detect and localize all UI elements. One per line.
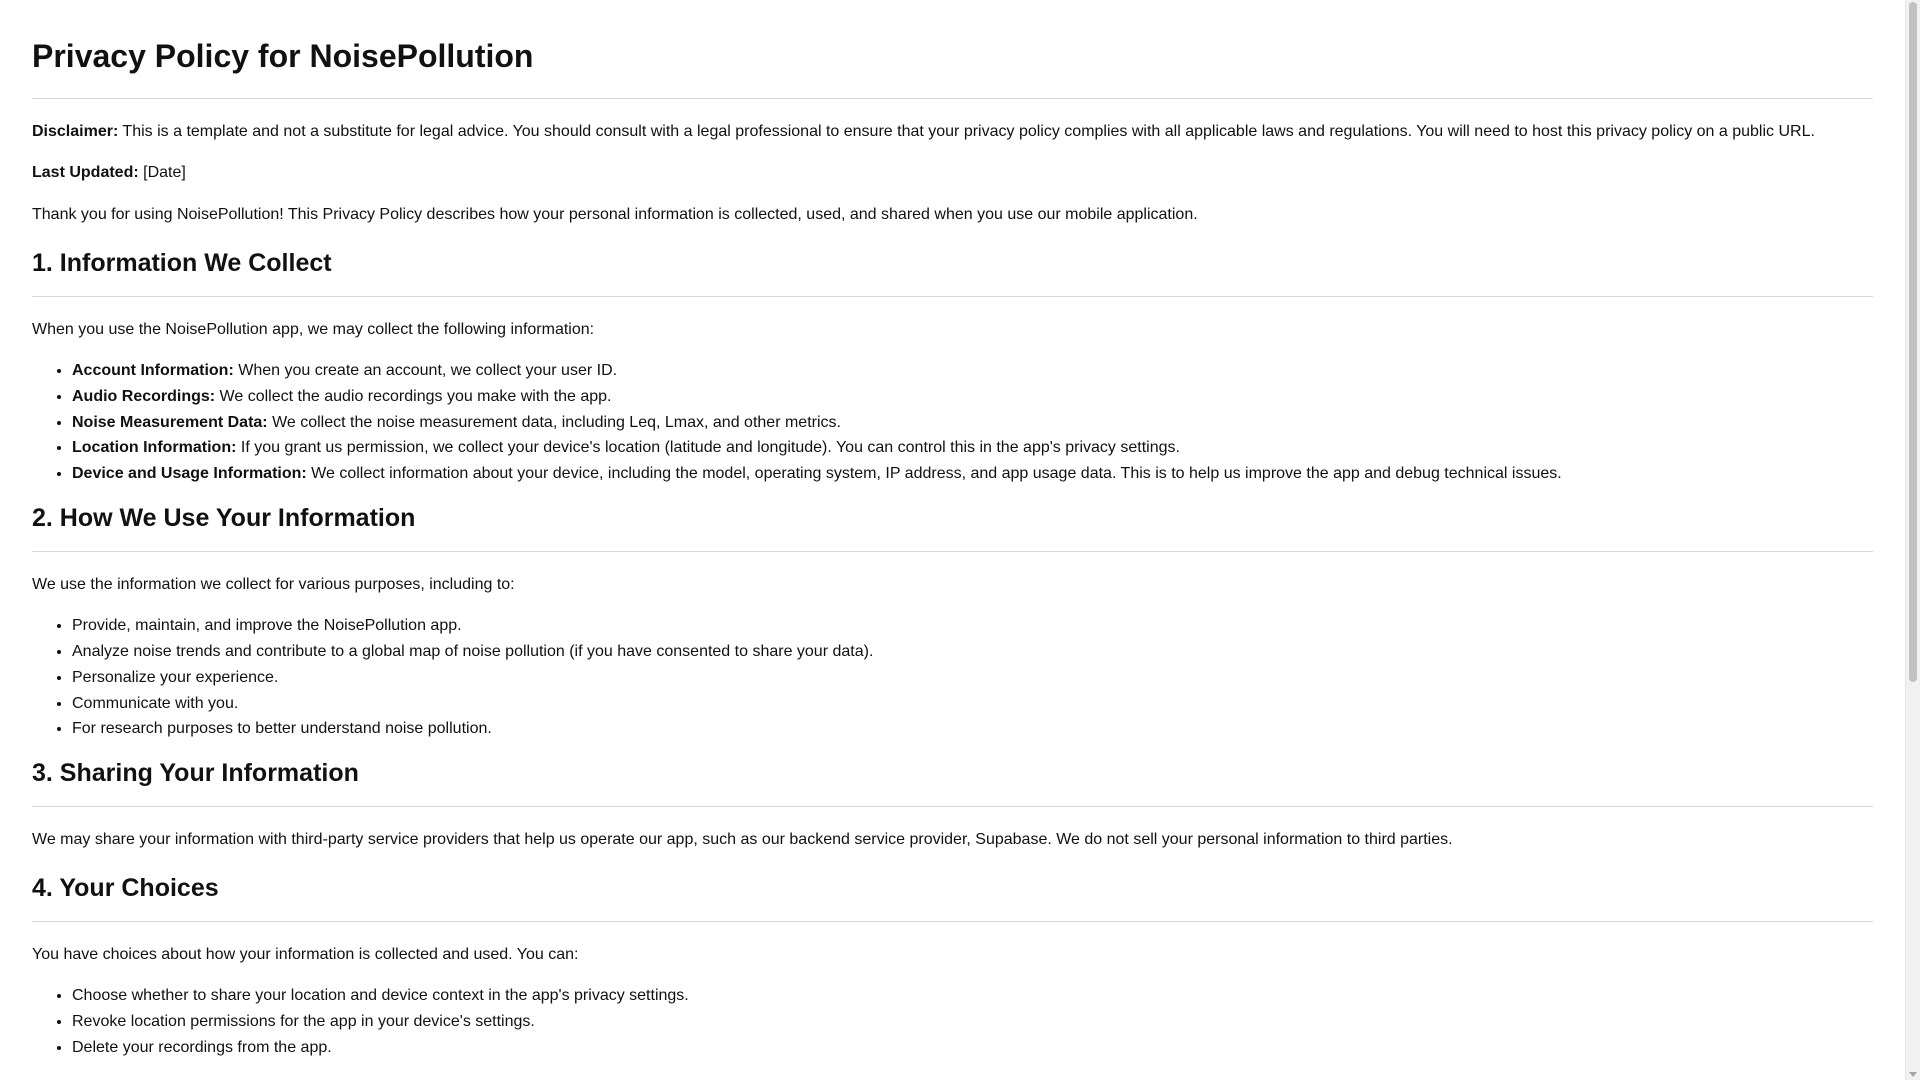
section-heading-information-we-collect: 1. Information We Collect — [32, 249, 1873, 297]
disclaimer-paragraph — [32, 122, 1873, 142]
disclaimer-text: This is a template and not a substitute for legal advice. You should consult with a legal professional to ensure that your privacy policy complies with all applicable laws and regulations. You will need to host this privacy policy on a public URL. — [118, 123, 1815, 140]
intro-paragraph: Thank you for using NoisePollution! This Privacy Policy describes how your personal information is collected, used, and shared when you use our mobile application. — [32, 206, 1198, 223]
section-intro-your-choices: You have choices about how your information is collected and used. You can: — [32, 946, 579, 964]
scroll-down-arrow-icon[interactable] — [1909, 1072, 1917, 1077]
section-heading-sharing: 3. Sharing Your Information — [32, 759, 1873, 807]
section-intro-how-we-use: We use the information we collect for various purposes, including to: — [32, 576, 515, 594]
list-item-text: When you create an account, we collect your user ID. — [233, 362, 618, 379]
list-item: • Communicate with you. — [72, 694, 1873, 714]
list-item-text: We collect information about your device, including the model, operating system, IP address, and app usage data. This is to help us improve the app and debug technical issues. — [306, 465, 1562, 483]
information-collected-list — [32, 361, 1873, 484]
list-item — [72, 464, 1873, 484]
last-updated-paragraph — [32, 163, 1873, 183]
disclaimer-label: Disclaimer: — [32, 123, 119, 140]
scrollbar-thumb[interactable] — [1909, 2, 1917, 682]
list-item-label: Location Information: — [72, 439, 237, 457]
choices-list — [32, 986, 1873, 1058]
list-item: • Analyze noise trends and contribute to a global map of noise pollution (if you have consented to share your data). — [72, 642, 1873, 662]
usage-purposes-list — [32, 616, 1873, 739]
list-item-label: Noise Measurement Data: — [72, 413, 268, 431]
list-item: • Provide, maintain, and improve the NoisePollution app. — [72, 616, 1873, 636]
list-item — [72, 387, 1873, 407]
list-item — [72, 361, 1873, 381]
section-intro-sharing: We may share your information with third-party service providers that help us operate our app, such as our backend service provider, Supabase. We do not sell your personal information to third parties. — [32, 831, 1453, 849]
list-item: • Choose whether to share your location and device context in the app's privacy settings. — [72, 986, 1873, 1006]
list-item — [72, 413, 1873, 433]
list-item-label: Device and Usage Information: — [72, 465, 307, 483]
last-updated-label: Last Updated: — [32, 164, 139, 181]
list-item-text: We collect the audio recordings you make with the app. — [215, 387, 612, 405]
list-item — [72, 438, 1873, 458]
list-item: • Delete your recordings from the app. — [72, 1038, 1873, 1058]
page-title: Privacy Policy for NoisePollution — [32, 0, 1873, 99]
last-updated-value: [Date] — [138, 164, 186, 181]
list-item: • Personalize your experience. — [72, 668, 1873, 688]
list-item-text: We collect the noise measurement data, including Leq, Lmax, and other metrics. — [267, 413, 841, 431]
list-item: • For research purposes to better understand noise pollution. — [72, 719, 1873, 739]
list-item-text: If you grant us permission, we collect your device's location (latitude and longitude). You can control this in the app's privacy settings. — [236, 439, 1180, 457]
section-heading-your-choices: 4. Your Choices — [32, 874, 1873, 922]
list-item: • Revoke location permissions for the app in your device's settings. — [72, 1012, 1873, 1032]
list-item-label: Account Information: — [72, 362, 234, 379]
list-item-label: Audio Recordings: — [72, 387, 216, 405]
section-heading-how-we-use: 2. How We Use Your Information — [32, 504, 1873, 552]
vertical-scrollbar[interactable] — [1905, 0, 1920, 1080]
section-intro-information-we-collect: When you use the NoisePollution app, we may collect the following information: — [32, 321, 595, 338]
